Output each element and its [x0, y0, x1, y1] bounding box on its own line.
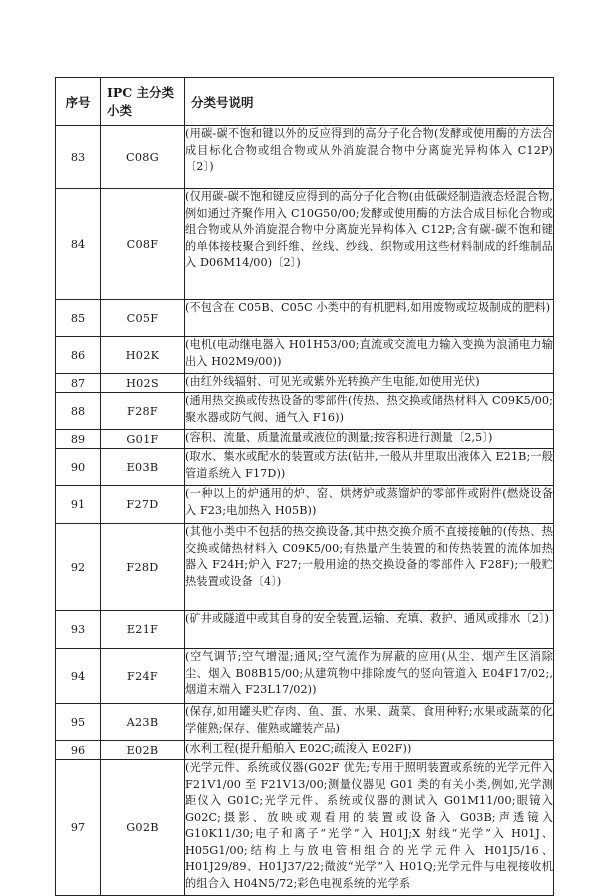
- row-ipc-code: G02B: [101, 760, 185, 896]
- header-ipc-subclass: IPC 主分类小类: [101, 78, 185, 126]
- table-row: [56, 300, 554, 337]
- row-ipc-code: F24F: [101, 649, 185, 704]
- row-description: (取水、集水或配水的装置或方法(钻井,一般从井里取出液体入 E21B;一般管道系统入 F17D)): [185, 449, 554, 486]
- header-description: 分类号说明: [185, 78, 554, 126]
- row-ipc-code: C08F: [101, 189, 185, 300]
- row-ipc-code: H02K: [101, 337, 185, 374]
- row-number: 84: [56, 189, 101, 300]
- row-description: (水利工程(提升船舶入 E02C;疏浚入 E02F)): [185, 741, 554, 760]
- table-row: [56, 486, 554, 524]
- table-row: [56, 611, 554, 649]
- header-number: 序号: [56, 78, 101, 126]
- table-row: [56, 704, 554, 741]
- row-number: 87: [56, 374, 101, 393]
- row-ipc-code: E03B: [101, 449, 185, 486]
- row-description: (通用热交换或传热设备的零部件(传热、热交换或储热材料入 C09K5/00;聚水器或防气阀、通气入 F16)): [185, 393, 554, 430]
- table-row: [56, 374, 554, 393]
- row-ipc-code: G01F: [101, 430, 185, 449]
- row-description: (用碳-碳不饱和键以外的反应得到的高分子化合物(发酵或使用酶的方法合成目标化合物或组合物或从外消旋混合物中分离旋光异构体入 C12P)〔2〕): [185, 126, 554, 189]
- row-description: (一种以上的炉通用的炉、窑、烘烤炉或蒸馏炉的零部件或附件(燃烧设备入 F23;电加热入 H05B)): [185, 486, 554, 524]
- row-number: 86: [56, 337, 101, 374]
- row-number: 85: [56, 300, 101, 337]
- row-number: 90: [56, 449, 101, 486]
- row-description: (其他小类中不包括的热交换设备,其中热交换介质不直接接触的(传热、热交换或储热材料入 C09K5/00;有热量产生装置的和传热装置的流体加热器入 F24H;炉入 F27;一般用途的热交换设备的零部件入 F28F);一般贮热装置或设备〔4〕): [185, 524, 554, 611]
- table-row: [56, 393, 554, 430]
- table-row: [56, 741, 554, 760]
- row-number: 83: [56, 126, 101, 189]
- row-ipc-code: H02S: [101, 374, 185, 393]
- row-description: (矿井或隧道中或其自身的安全装置,运输、充填、救护、通风或排水〔2〕): [185, 611, 554, 649]
- row-description: (由红外线辐射、可见光或紫外光转换产生电能,如使用光伏): [185, 374, 554, 393]
- row-description: (不包含在 C05B、C05C 小类中的有机肥料,如用废物或垃圾制成的肥料): [185, 300, 554, 337]
- table-row: [56, 449, 554, 486]
- row-description: (光学元件、系统或仪器(G02F 优先;专用于照明装置或系统的光学元件入 F21V1/00 至 F21V13/00;测量仪器见 G01 类的有关小类,例如,光学测距仪入 G01C;光学元件、系统或仪器的测试入 G01M11/00;眼镜入 G02C;摄影、放映或观看用的装置或设备入 G03B;声透镜入 G10K11/30;电子和离子“光学”入 H01J;X 射线“光学”入 H01J、H05G1/00;结构上与放电管相组合的光学元件入 H01J5/16、H01J29/89、H01J37/22;微波“光学”入 H01Q;光学元件与电视接收机的组合入 H04N5/72;彩色电视系统的光学系: [185, 760, 554, 896]
- row-ipc-code: E02B: [101, 741, 185, 760]
- row-description: (保存,如用罐头贮存肉、鱼、蛋、水果、蔬菜、食用种籽;水果或蔬菜的化学催熟;保存、催熟或罐装产品): [185, 704, 554, 741]
- row-number: 96: [56, 741, 101, 760]
- row-description: (仅用碳-碳不饱和键反应得到的高分子化合物(由低碳烃制造液态烃混合物,例如通过齐聚作用入 C10G50/00;发酵或使用酶的方法合成目标化合物或组合物或从外消旋混合物中分离旋光异构体入 C12P;含有碳-碳不饱和键的单体接枝聚合到纤维、丝线、纱线、织物或用这些材料制成的纤维制品入 D06M14/00)〔2〕): [185, 189, 554, 300]
- row-ipc-code: F27D: [101, 486, 185, 524]
- row-ipc-code: C05F: [101, 300, 185, 337]
- row-number: 97: [56, 760, 101, 896]
- row-number: 88: [56, 393, 101, 430]
- row-description: (容积、流量、质量流量或液位的测量;按容积进行测量〔2,5〕): [185, 430, 554, 449]
- table-header-row: [56, 78, 554, 126]
- row-description: (电机(电动继电器入 H01H53/00;直流或交流电力输入变换为浪涌电力输出入 H02M9/00)): [185, 337, 554, 374]
- table-row: [56, 524, 554, 611]
- row-number: 89: [56, 430, 101, 449]
- table-row: [56, 189, 554, 300]
- row-number: 94: [56, 649, 101, 704]
- row-ipc-code: A23B: [101, 704, 185, 741]
- row-ipc-code: C08G: [101, 126, 185, 189]
- table-row: [56, 337, 554, 374]
- table-row: [56, 126, 554, 189]
- table-row: [56, 430, 554, 449]
- row-ipc-code: F28F: [101, 393, 185, 430]
- row-number: 91: [56, 486, 101, 524]
- row-description: (空气调节;空气增湿;通风;空气流作为屏蔽的应用(从尘、烟产生区消除尘、烟入 B08B15/00;从建筑物中排除废气的竖向管道入 E04F17/02;,烟道末端入 F23L17/02)): [185, 649, 554, 704]
- table-row: [56, 760, 554, 896]
- table-row: [56, 649, 554, 704]
- row-number: 92: [56, 524, 101, 611]
- ipc-classification-table: [55, 77, 554, 896]
- row-number: 95: [56, 704, 101, 741]
- row-ipc-code: E21F: [101, 611, 185, 649]
- row-number: 93: [56, 611, 101, 649]
- row-ipc-code: F28D: [101, 524, 185, 611]
